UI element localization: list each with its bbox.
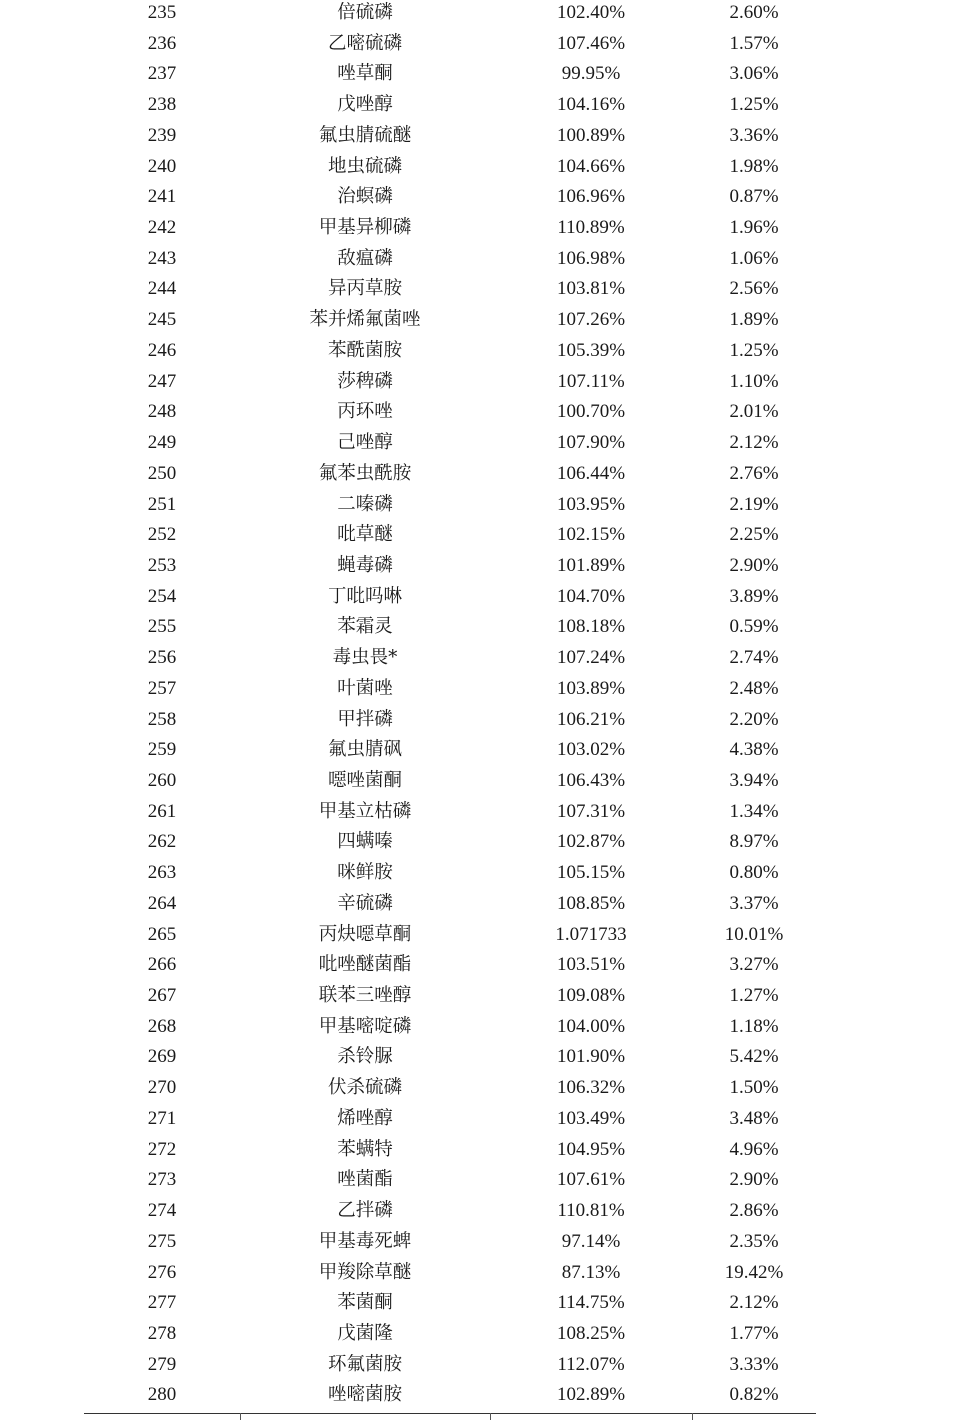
table-row bbox=[0, 1287, 956, 1318]
compound-name-cell: 噁唑菌酮 bbox=[327, 770, 402, 791]
recovery-cell: 104.66% bbox=[556, 155, 626, 177]
table-row bbox=[0, 611, 956, 642]
serial-number-cell: 276 bbox=[147, 1261, 177, 1283]
recovery-cell: 104.00% bbox=[556, 1015, 626, 1037]
recovery-cell: 102.87% bbox=[556, 831, 626, 853]
recovery-cell: 100.89% bbox=[556, 124, 626, 146]
recovery-cell: 105.39% bbox=[556, 339, 626, 361]
compound-name-cell: 苯霜灵 bbox=[337, 616, 393, 638]
rsd-cell: 2.19% bbox=[729, 493, 779, 515]
serial-number-cell: 272 bbox=[147, 1138, 177, 1160]
rsd-cell: 0.80% bbox=[729, 862, 779, 884]
rsd-cell: 0.82% bbox=[729, 1384, 779, 1406]
recovery-cell: 110.89% bbox=[557, 217, 625, 239]
table-row bbox=[0, 427, 956, 458]
serial-number-cell: 242 bbox=[147, 217, 177, 239]
serial-number-cell: 263 bbox=[147, 862, 177, 884]
serial-number-cell: 260 bbox=[147, 770, 177, 791]
rsd-cell: 1.18% bbox=[729, 1015, 779, 1037]
table-row bbox=[0, 796, 956, 827]
table-row bbox=[0, 642, 956, 673]
table-row bbox=[0, 888, 956, 919]
rsd-cell: 1.89% bbox=[729, 309, 779, 331]
serial-number-cell: 245 bbox=[147, 309, 177, 331]
compound-name-cell: 吡草醚 bbox=[337, 524, 393, 546]
compound-name-cell: 甲拌磷 bbox=[337, 708, 393, 730]
compound-name-cell: 异丙草胺 bbox=[327, 278, 402, 300]
recovery-cell: 106.43% bbox=[556, 770, 626, 791]
recovery-cell: 102.89% bbox=[556, 1384, 626, 1406]
recovery-cell: 104.70% bbox=[556, 585, 626, 607]
column-divider-tick bbox=[490, 1413, 491, 1420]
serial-number-cell: 275 bbox=[147, 1230, 177, 1252]
table-row bbox=[0, 335, 956, 366]
table-row bbox=[0, 396, 956, 427]
rsd-cell: 2.20% bbox=[729, 708, 779, 730]
serial-number-cell: 274 bbox=[147, 1200, 177, 1222]
compound-name-cell: 伏杀硫磷 bbox=[327, 1077, 402, 1099]
recovery-cell: 106.98% bbox=[556, 247, 626, 269]
serial-number-cell: 241 bbox=[147, 186, 177, 208]
serial-number-cell: 280 bbox=[147, 1384, 177, 1406]
rsd-cell: 3.06% bbox=[729, 63, 779, 85]
compound-name-cell: 甲基毒死蜱 bbox=[318, 1230, 412, 1252]
table-bottom-rule bbox=[84, 1413, 816, 1414]
recovery-cell: 107.31% bbox=[556, 800, 626, 822]
table-row bbox=[0, 58, 956, 89]
rsd-cell: 2.25% bbox=[729, 524, 779, 546]
serial-number-cell: 264 bbox=[147, 892, 177, 914]
compound-name-cell: 氟虫腈硫醚 bbox=[318, 124, 412, 146]
compound-name-cell: 咪鲜胺 bbox=[337, 862, 393, 884]
table-row bbox=[0, 765, 956, 796]
recovery-cell: 103.89% bbox=[556, 677, 626, 699]
table-row bbox=[0, 120, 956, 151]
compound-name-cell: 二嗪磷 bbox=[337, 493, 393, 515]
recovery-cell: 108.25% bbox=[556, 1322, 626, 1344]
recovery-cell: 97.14% bbox=[561, 1230, 621, 1252]
rsd-cell: 10.01% bbox=[724, 923, 784, 945]
table-row bbox=[0, 0, 956, 28]
table-row bbox=[0, 1349, 956, 1380]
serial-number-cell: 253 bbox=[147, 554, 177, 576]
table-row bbox=[0, 243, 956, 274]
serial-number-cell: 279 bbox=[147, 1353, 177, 1375]
compound-name-cell: 甲基异柳磷 bbox=[318, 217, 412, 239]
recovery-cell: 102.15% bbox=[556, 524, 626, 546]
compound-name-cell: 苯并烯氟菌唑 bbox=[309, 309, 421, 331]
compound-name-cell: 丙环唑 bbox=[337, 401, 393, 423]
table-row bbox=[0, 1226, 956, 1257]
serial-number-cell: 268 bbox=[147, 1015, 177, 1037]
column-divider-tick bbox=[240, 1413, 241, 1420]
table-row bbox=[0, 1041, 956, 1072]
rsd-cell: 0.87% bbox=[729, 186, 779, 208]
serial-number-cell: 258 bbox=[147, 708, 177, 730]
recovery-cell: 109.08% bbox=[556, 985, 626, 1007]
serial-number-cell: 255 bbox=[147, 616, 177, 638]
recovery-cell: 107.61% bbox=[556, 1169, 626, 1191]
recovery-cell: 104.16% bbox=[556, 94, 626, 116]
table-row bbox=[0, 734, 956, 765]
recovery-cell: 103.02% bbox=[556, 739, 626, 761]
rsd-cell: 2.01% bbox=[729, 401, 779, 423]
recovery-cell: 106.44% bbox=[556, 462, 626, 484]
rsd-cell: 3.48% bbox=[729, 1107, 779, 1129]
table-row bbox=[0, 1103, 956, 1134]
compound-name-cell: 杀铃脲 bbox=[337, 1046, 393, 1068]
recovery-cell: 1.071733 bbox=[555, 923, 627, 945]
serial-number-cell: 271 bbox=[147, 1107, 177, 1129]
table-row bbox=[0, 181, 956, 212]
compound-name-cell: 辛硫磷 bbox=[337, 892, 393, 914]
serial-number-cell: 238 bbox=[147, 94, 177, 116]
recovery-cell: 108.18% bbox=[556, 616, 626, 638]
rsd-cell: 0.59% bbox=[729, 616, 779, 638]
recovery-cell: 110.81% bbox=[557, 1200, 625, 1222]
serial-number-cell: 239 bbox=[147, 124, 177, 146]
rsd-cell: 19.42% bbox=[724, 1261, 784, 1283]
recovery-cell: 106.32% bbox=[556, 1077, 626, 1099]
recovery-cell: 105.15% bbox=[556, 862, 626, 884]
table-row bbox=[0, 28, 956, 59]
recovery-cell: 107.24% bbox=[556, 647, 626, 669]
rsd-cell: 2.60% bbox=[729, 2, 779, 23]
compound-name-cell: 氟苯虫酰胺 bbox=[318, 462, 412, 484]
table-row bbox=[0, 919, 956, 950]
compound-name-cell: 唑草酮 bbox=[337, 63, 393, 85]
compound-name-cell: 毒虫畏* bbox=[332, 647, 398, 669]
rsd-cell: 1.98% bbox=[729, 155, 779, 177]
table-row bbox=[0, 1195, 956, 1226]
rsd-cell: 4.96% bbox=[729, 1138, 779, 1160]
serial-number-cell: 249 bbox=[147, 432, 177, 454]
compound-name-cell: 敌瘟磷 bbox=[337, 247, 393, 269]
table-row bbox=[0, 826, 956, 857]
compound-name-cell: 倍硫磷 bbox=[337, 2, 393, 23]
compound-name-cell: 叶菌唑 bbox=[337, 677, 393, 699]
serial-number-cell: 277 bbox=[147, 1292, 177, 1314]
table-row bbox=[0, 366, 956, 397]
serial-number-cell: 256 bbox=[147, 647, 177, 669]
compound-name-cell: 唑嘧菌胺 bbox=[327, 1384, 402, 1406]
serial-number-cell: 250 bbox=[147, 462, 177, 484]
recovery-cell: 107.26% bbox=[556, 309, 626, 331]
rsd-cell: 2.48% bbox=[729, 677, 779, 699]
serial-number-cell: 235 bbox=[147, 2, 177, 23]
table-row bbox=[0, 1164, 956, 1195]
serial-number-cell: 252 bbox=[147, 524, 177, 546]
recovery-cell: 87.13% bbox=[561, 1261, 621, 1283]
recovery-cell: 102.40% bbox=[556, 2, 626, 23]
compound-name-cell: 烯唑醇 bbox=[337, 1107, 393, 1129]
serial-number-cell: 259 bbox=[147, 739, 177, 761]
table-row bbox=[0, 1134, 956, 1165]
compound-name-cell: 治螟磷 bbox=[337, 186, 393, 208]
rsd-cell: 1.57% bbox=[729, 32, 779, 54]
compound-name-cell: 丙炔噁草酮 bbox=[318, 923, 412, 945]
recovery-cell: 112.07% bbox=[557, 1353, 625, 1375]
rsd-cell: 1.77% bbox=[729, 1322, 779, 1344]
serial-number-cell: 269 bbox=[147, 1046, 177, 1068]
table-row bbox=[0, 489, 956, 520]
table-row bbox=[0, 1011, 956, 1042]
rsd-cell: 1.25% bbox=[729, 339, 779, 361]
serial-number-cell: 244 bbox=[147, 278, 177, 300]
recovery-cell: 101.89% bbox=[556, 554, 626, 576]
compound-name-cell: 苯菌酮 bbox=[337, 1292, 393, 1314]
serial-number-cell: 237 bbox=[147, 63, 177, 85]
compound-name-cell: 己唑醇 bbox=[337, 432, 393, 454]
recovery-cell: 103.51% bbox=[556, 954, 626, 976]
compound-name-cell: 地虫硫磷 bbox=[327, 155, 402, 177]
rsd-cell: 1.96% bbox=[729, 217, 779, 239]
compound-name-cell: 环氟菌胺 bbox=[327, 1353, 402, 1375]
recovery-cell: 106.96% bbox=[556, 186, 626, 208]
serial-number-cell: 267 bbox=[147, 985, 177, 1007]
recovery-cell: 108.85% bbox=[556, 892, 626, 914]
serial-number-cell: 257 bbox=[147, 677, 177, 699]
rsd-cell: 2.76% bbox=[729, 462, 779, 484]
compound-name-cell: 甲基立枯磷 bbox=[318, 800, 412, 822]
compound-name-cell: 甲羧除草醚 bbox=[318, 1261, 412, 1283]
compound-name-cell: 戊菌隆 bbox=[337, 1322, 393, 1344]
serial-number-cell: 278 bbox=[147, 1322, 177, 1344]
compound-name-cell: 莎稗磷 bbox=[337, 370, 393, 392]
compound-name-cell: 乙拌磷 bbox=[337, 1200, 393, 1222]
compound-name-cell: 苯酰菌胺 bbox=[327, 339, 402, 361]
recovery-cell: 103.95% bbox=[556, 493, 626, 515]
compound-name-cell: 戊唑醇 bbox=[337, 94, 393, 116]
table-row bbox=[0, 673, 956, 704]
rsd-cell: 1.10% bbox=[729, 370, 779, 392]
table-row bbox=[0, 273, 956, 304]
table-row bbox=[0, 857, 956, 888]
recovery-cell: 107.46% bbox=[556, 32, 626, 54]
rsd-cell: 1.50% bbox=[729, 1077, 779, 1099]
compound-name-cell: 氟虫腈砜 bbox=[327, 739, 402, 761]
column-divider-tick bbox=[692, 1413, 693, 1420]
serial-number-cell: 251 bbox=[147, 493, 177, 515]
table-row bbox=[0, 151, 956, 182]
rsd-cell: 3.27% bbox=[729, 954, 779, 976]
table-row bbox=[0, 949, 956, 980]
table-row bbox=[0, 581, 956, 612]
recovery-cell: 106.21% bbox=[556, 708, 626, 730]
compound-name-cell: 苯螨特 bbox=[337, 1138, 393, 1160]
recovery-cell: 114.75% bbox=[557, 1292, 625, 1314]
table-row bbox=[0, 550, 956, 581]
rsd-cell: 3.89% bbox=[729, 585, 779, 607]
serial-number-cell: 240 bbox=[147, 155, 177, 177]
rsd-cell: 8.97% bbox=[729, 831, 779, 853]
table-row bbox=[0, 1072, 956, 1103]
rsd-cell: 3.33% bbox=[729, 1353, 779, 1375]
table-row bbox=[0, 519, 956, 550]
table-row bbox=[0, 304, 956, 335]
rsd-cell: 1.34% bbox=[729, 800, 779, 822]
rsd-cell: 3.94% bbox=[729, 770, 779, 791]
serial-number-cell: 247 bbox=[147, 370, 177, 392]
recovery-cell: 107.90% bbox=[556, 432, 626, 454]
serial-number-cell: 243 bbox=[147, 247, 177, 269]
rsd-cell: 2.56% bbox=[729, 278, 779, 300]
rsd-cell: 3.36% bbox=[729, 124, 779, 146]
rsd-cell: 2.90% bbox=[729, 1169, 779, 1191]
rsd-cell: 2.90% bbox=[729, 554, 779, 576]
rsd-cell: 2.12% bbox=[729, 1292, 779, 1314]
table-row bbox=[0, 212, 956, 243]
table-row bbox=[0, 704, 956, 735]
rsd-cell: 1.06% bbox=[729, 247, 779, 269]
rsd-cell: 5.42% bbox=[729, 1046, 779, 1068]
table-row bbox=[0, 458, 956, 489]
rsd-cell: 2.74% bbox=[729, 647, 779, 669]
compound-name-cell: 联苯三唑醇 bbox=[318, 985, 412, 1007]
table-row bbox=[0, 1318, 956, 1349]
serial-number-cell: 273 bbox=[147, 1169, 177, 1191]
rsd-cell: 1.27% bbox=[729, 985, 779, 1007]
table-row bbox=[0, 1257, 956, 1288]
serial-number-cell: 246 bbox=[147, 339, 177, 361]
rsd-cell: 2.12% bbox=[729, 432, 779, 454]
serial-number-cell: 236 bbox=[147, 32, 177, 54]
recovery-cell: 103.49% bbox=[556, 1107, 626, 1129]
rsd-cell: 3.37% bbox=[729, 892, 779, 914]
compound-name-cell: 蝇毒磷 bbox=[337, 554, 393, 576]
rsd-cell: 2.86% bbox=[729, 1200, 779, 1222]
compound-name-cell: 四螨嗪 bbox=[337, 831, 393, 853]
serial-number-cell: 270 bbox=[147, 1077, 177, 1099]
serial-number-cell: 254 bbox=[147, 585, 177, 607]
serial-number-cell: 262 bbox=[147, 831, 177, 853]
compound-name-cell: 乙嘧硫磷 bbox=[327, 32, 402, 54]
compound-name-cell: 唑菌酯 bbox=[337, 1169, 393, 1191]
compound-name-cell: 吡唑醚菌酯 bbox=[318, 954, 412, 976]
rsd-cell: 1.25% bbox=[729, 94, 779, 116]
rsd-cell: 4.38% bbox=[729, 739, 779, 761]
table-row bbox=[0, 89, 956, 120]
serial-number-cell: 265 bbox=[147, 923, 177, 945]
recovery-cell: 100.70% bbox=[556, 401, 626, 423]
table-row bbox=[0, 1379, 956, 1410]
recovery-cell: 99.95% bbox=[561, 63, 621, 85]
recovery-cell: 103.81% bbox=[556, 278, 626, 300]
serial-number-cell: 248 bbox=[147, 401, 177, 423]
recovery-cell: 104.95% bbox=[556, 1138, 626, 1160]
table-row bbox=[0, 980, 956, 1011]
compound-name-cell: 甲基嘧啶磷 bbox=[318, 1015, 412, 1037]
recovery-cell: 107.11% bbox=[557, 370, 625, 392]
serial-number-cell: 266 bbox=[147, 954, 177, 976]
serial-number-cell: 261 bbox=[147, 800, 177, 822]
rsd-cell: 2.35% bbox=[729, 1230, 779, 1252]
compound-name-cell: 丁吡吗啉 bbox=[327, 585, 402, 607]
recovery-cell: 101.90% bbox=[556, 1046, 626, 1068]
